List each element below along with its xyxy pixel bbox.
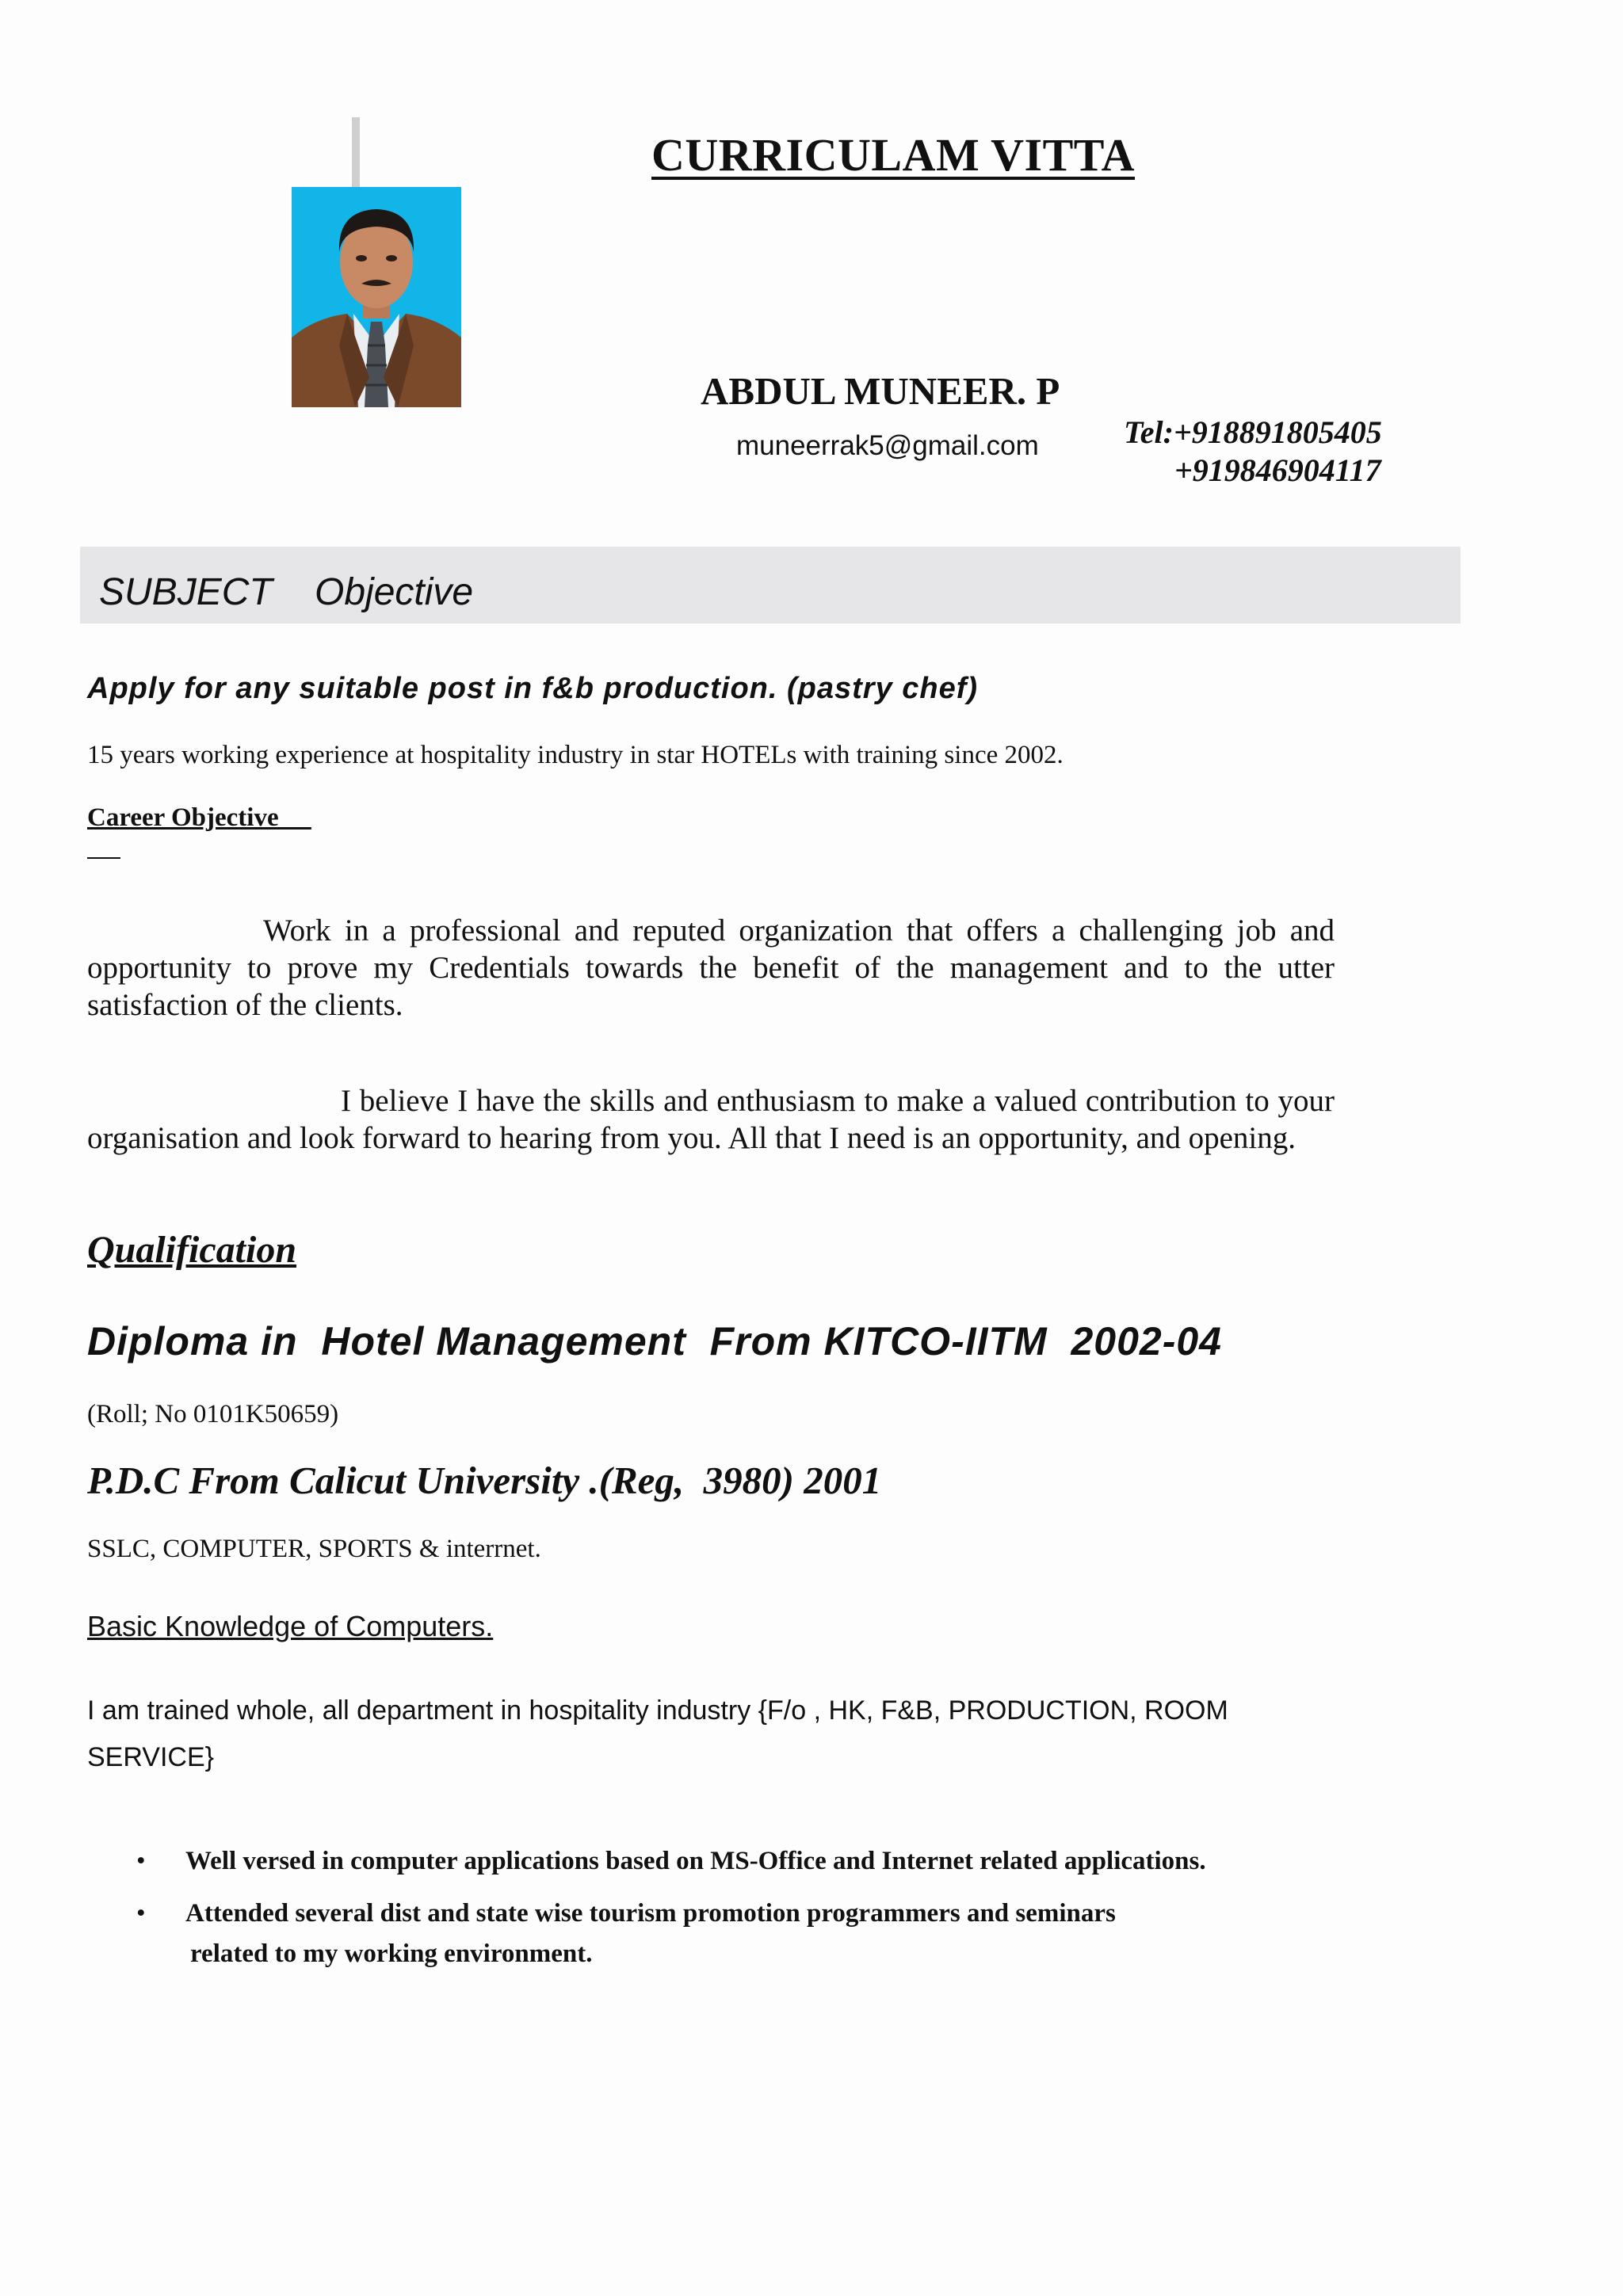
subject-label: SUBJECT Objective (99, 571, 474, 613)
career-paragraph-1: Work in a professional and reputed organization that offers a challenging job and opportunity to prove my Credentials towards the benefit of the management and to the utter satisfaction of the clients. (87, 913, 1335, 1022)
heading-underline-fragment (87, 857, 120, 859)
diploma-entry: Diploma in Hotel Management From KITCO-IITM 2002-04 (87, 1319, 1222, 1363)
experience-summary: 15 years working experience at hospitality industry in star HOTELs with training since 2002. (87, 741, 1064, 769)
bullet-icon: • (136, 1847, 146, 1875)
candidate-name: ABDUL MUNEER. P (701, 369, 1060, 413)
document-title: CURRICULAM VITTA (651, 129, 1136, 181)
pdc-entry: P.D.C From Calicut University .(Reg, 3980) 2001 (87, 1459, 882, 1502)
sslc-entry: SSLC, COMPUTER, SPORTS & interrnet. (87, 1535, 541, 1563)
career-paragraph-2: I believe I have the skills and enthusiasm to make a valued contribution to your organisation and look forward to hearing from you. All that I need is an opportunity, and opening. (87, 1084, 1335, 1155)
list-item-continuation: related to my working environment. (190, 1939, 593, 1968)
list-item-text: Attended several dist and state wise tourism promotion programmers and seminars (185, 1899, 1116, 1928)
list-item (87, 1887, 1355, 1939)
roll-number: (Roll; No 0101K50659) (87, 1400, 339, 1428)
bullet-icon: • (136, 1899, 146, 1928)
skills-list (87, 1835, 1355, 1939)
subject-bar (80, 547, 1461, 624)
portrait-photo (292, 187, 461, 407)
training-statement: I am trained whole, all department in hospitality industry {F/o , HK, F&B, PRODUCTION, ROOM SERVICE} (87, 1695, 1228, 1772)
phone-line-1: Tel:+918891805405 (1124, 414, 1382, 450)
list-item (87, 1835, 1355, 1887)
photo-divider (352, 117, 360, 187)
basic-knowledge-heading: Basic Knowledge of Computers. (87, 1610, 494, 1642)
phone-numbers (1124, 414, 1382, 490)
qualification-heading: Qualification (87, 1229, 297, 1271)
career-objective-heading: Career Objective (87, 803, 311, 832)
list-item-text: Well versed in computer applications based on MS-Office and Internet related applications. (185, 1847, 1206, 1875)
email-address: muneerrak5@gmail.com (736, 430, 1039, 461)
apply-statement: Apply for any suitable post in f&b production. (pastry chef) (87, 672, 979, 705)
phone-line-2: +919846904117 (1174, 452, 1381, 488)
